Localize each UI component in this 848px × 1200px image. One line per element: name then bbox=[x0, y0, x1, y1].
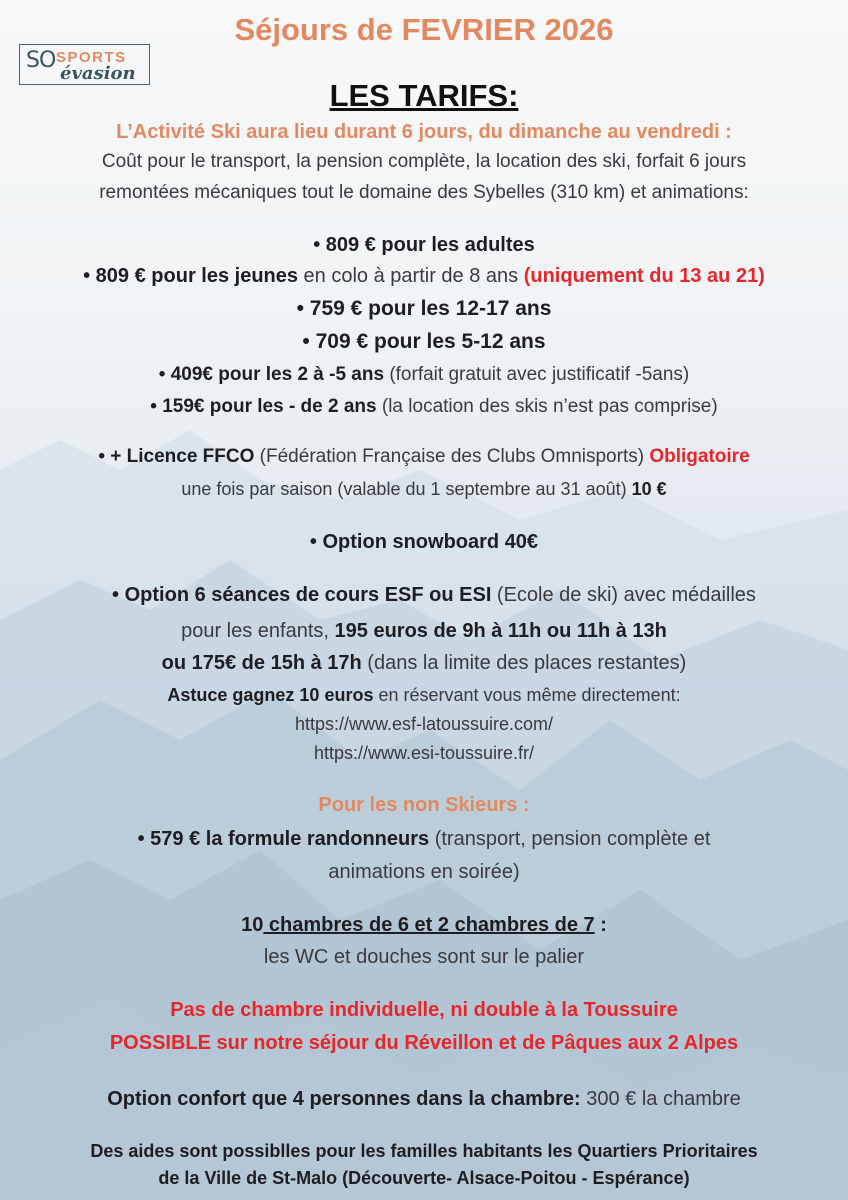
ski-activity-heading: L’Activité Ski aura lieu durant 6 jours, du dimanche au vendredi : bbox=[116, 121, 732, 143]
lessons-morning-price: 195 euros de 9h à 11h ou 11h à 13h bbox=[334, 620, 667, 642]
rooms-colon: : bbox=[594, 914, 607, 936]
cost-description-line2: remontées mécaniques tout le domaine des Sybelles (310 km) et animations: bbox=[99, 182, 749, 203]
licence-validity: une fois par saison (valable du 1 septembre au 31 août) bbox=[181, 479, 632, 499]
snowboard-option: • Option snowboard 40€ bbox=[309, 531, 539, 553]
non-skiers-heading: Pour les non Skieurs : bbox=[318, 794, 530, 816]
price-youth bbox=[0, 263, 848, 289]
aid-line2: de la Ville de St-Malo (Découverte- Alsace-Poitou - Espérance) bbox=[158, 1168, 690, 1188]
non-skiers-line2: animations en soirée) bbox=[328, 861, 520, 883]
non-skiers-detail: (transport, pension complète et bbox=[429, 828, 711, 850]
non-skiers-formula: • 579 € la formule randonneurs bbox=[137, 828, 430, 850]
lessons-school: (Ecole de ski) avec médailles bbox=[491, 584, 756, 606]
notice-line2: POSSIBLE sur notre séjour du Réveillon et de Pâques aux 2 Alpes bbox=[109, 1032, 739, 1054]
esi-url-link[interactable]: https://www.esi-toussuire.fr/ bbox=[313, 743, 535, 763]
rooms-description: chambres de 6 et 2 chambres de 7 bbox=[263, 914, 595, 936]
price-babies-amount: • 159€ pour les - de 2 ans bbox=[150, 396, 377, 417]
lessons-line3 bbox=[0, 650, 848, 676]
licence-mandatory: Obligatoire bbox=[649, 446, 750, 467]
rooms-facilities: les WC et douches sont sur le palier bbox=[263, 946, 585, 968]
rooms-info bbox=[0, 912, 848, 938]
logo-sports-text: SPORTS bbox=[56, 49, 127, 66]
licence-line1 bbox=[0, 444, 848, 470]
lessons-afternoon-price: ou 175€ de 15h à 17h bbox=[161, 652, 362, 674]
price-youth-amount: • 809 € pour les jeunes bbox=[83, 265, 298, 287]
licence-price: 10 € bbox=[631, 479, 667, 499]
licence-detail: (Fédération Française des Clubs Omnisports) bbox=[254, 446, 650, 467]
comfort-option bbox=[0, 1086, 848, 1112]
price-kids: • 709 € pour les 5-12 ans bbox=[302, 330, 546, 353]
cost-description-line1: Coût pour le transport, la pension complète, la location des ski, forfait 6 jours bbox=[101, 151, 747, 172]
non-skiers-price bbox=[0, 826, 848, 852]
lessons-tip-detail: en réservant vous même directement: bbox=[373, 685, 681, 705]
price-teens: • 759 € pour les 12-17 ans bbox=[296, 297, 552, 320]
comfort-option-price: 300 € la chambre bbox=[580, 1088, 741, 1110]
comfort-option-label: Option confort que 4 personnes dans la chambre: bbox=[107, 1088, 581, 1110]
notice-line1: Pas de chambre individuelle, ni double à la Toussuire bbox=[170, 999, 678, 1021]
aid-line1: Des aides sont possiblles pour les familles habitants les Quartiers Prioritaires bbox=[90, 1141, 758, 1161]
price-youth-dates: (uniquement du 13 au 21) bbox=[523, 265, 765, 287]
price-toddlers-amount: • 409€ pour les 2 à -5 ans bbox=[158, 364, 385, 385]
licence-line2 bbox=[0, 476, 848, 502]
tarifs-heading: LES TARIFS: bbox=[329, 78, 519, 113]
rooms-number: 10 bbox=[241, 914, 264, 936]
lessons-for-children: pour les enfants, bbox=[181, 620, 335, 642]
lessons-option: • Option 6 séances de cours ESF ou ESI bbox=[112, 584, 492, 606]
lessons-line1 bbox=[10, 582, 848, 608]
lessons-availability: (dans la limite des places restantes) bbox=[361, 652, 687, 674]
price-babies-detail: (la location des skis n’est pas comprise) bbox=[376, 396, 718, 417]
price-adults: • 809 € pour les adultes bbox=[313, 234, 535, 256]
licence-label: • + Licence FFCO bbox=[98, 446, 255, 467]
price-youth-detail: en colo à partir de 8 ans bbox=[298, 265, 524, 287]
lessons-line2 bbox=[0, 618, 848, 644]
logo-so-text: SO bbox=[26, 48, 56, 73]
price-babies bbox=[10, 394, 848, 420]
page-title: Séjours de FEVRIER 2026 bbox=[234, 12, 614, 47]
esf-url-link[interactable]: https://www.esf-latoussuire.com/ bbox=[294, 714, 554, 734]
lessons-tip bbox=[0, 682, 848, 708]
price-toddlers bbox=[0, 362, 848, 388]
logo-evasion-text: évasion bbox=[60, 63, 136, 84]
lessons-tip-bold: Astuce gagnez 10 euros bbox=[167, 685, 374, 705]
price-toddlers-detail: (forfait gratuit avec justificatif -5ans) bbox=[384, 364, 690, 385]
